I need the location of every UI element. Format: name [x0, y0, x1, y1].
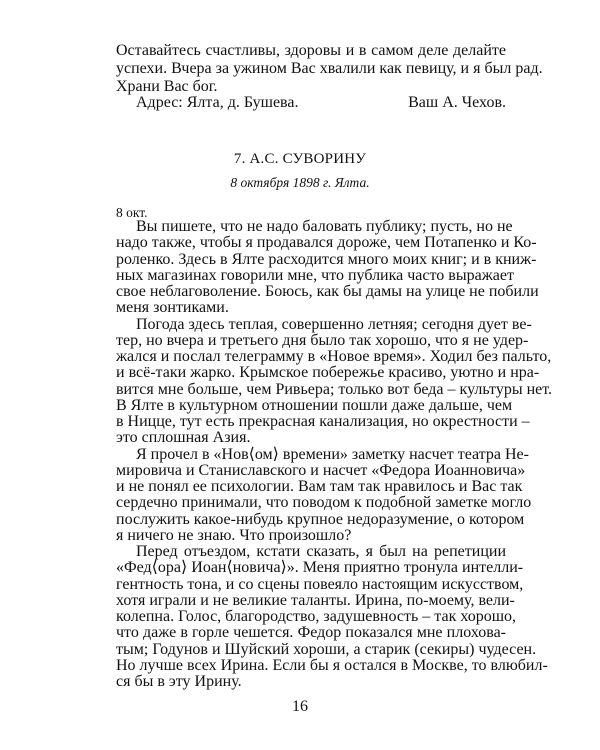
body-line: хотя играли и не великие таланты. Ирина, по-моему, вели- [116, 591, 515, 609]
body-line: ных магазинах говорили мне, что публика часто выражает [116, 266, 514, 284]
body-line: что даже в горле чешется. Федор показался мне плохова- [116, 624, 506, 642]
body-line: свое неблаговоление. Боюсь, как бы дамы на улице не побили [116, 283, 539, 300]
top-text-line: Храни Вас бог. [116, 78, 218, 95]
body-line: ся бы в эту Ирину. [116, 673, 242, 690]
short-date: 8 окт. [116, 205, 148, 220]
body-line: Вы пишете, что не надо баловать публику; пусть, но не [136, 218, 513, 235]
body-line: Но лучше всех Ирина. Если бы я остался в Москве, то влюбил- [116, 656, 548, 674]
address-line: Адрес: Ялта, д. Бушева. [136, 94, 299, 111]
body-line: я ничего не знаю. Что произошло? [116, 526, 352, 544]
body-line: в Ницце, тут есть прекрасная канализация, но окрестности – [116, 413, 530, 430]
body-line: тер, но вчера и третьего дня было так хорошо, что я не удер- [116, 331, 529, 349]
page-number: 16 [292, 698, 308, 715]
body-line: послужить какое-нибудь крупное недоразумение, о котором [116, 510, 525, 528]
body-line: В Ялте в культурном отношении пошли даже дальше, чем [116, 396, 513, 414]
letter-dateline: 8 октября 1898 г. Ялта. [230, 175, 370, 190]
body-line: роленко. Здесь в Ялте расходится много моих книг; и в книж- [116, 250, 537, 268]
letter-heading: 7. А.С. СУВОРИНУ [233, 151, 367, 167]
body-line: и всё-таки жарко. Крымское побережье красиво, уютно и нра- [116, 364, 540, 382]
body-line: это сплошная Азия. [116, 429, 251, 447]
body-line: и не понял ее психологии. Вам там так нравилось и Вас так [116, 478, 523, 495]
body-line: сердечно принимали, что поводом к подобной заметке могло [116, 494, 532, 512]
top-text-line: Оставайтесь счастливы, здоровы и в самом деле делайте [116, 42, 506, 59]
body-line: Погода здесь теплая, совершенно летняя; сегодня дует ве- [136, 315, 532, 333]
body-line: Я прочел в «Нов⟨ом⟩ времени» заметку насчет театра Не- [136, 445, 529, 463]
body-line: колепна. Голос, благородство, задушевность – так хорошо, [116, 608, 517, 625]
body-line: жался и послал телеграмму в «Новое время». Ходил без пальто, [116, 348, 552, 365]
body-line: гентность тона, и со сцены повеяло настоящим искусством, [116, 575, 524, 593]
body-line: мировича и Станиславского и насчет «Федора Иоанновича» [116, 461, 526, 479]
signature: Ваш А. Чехов. [408, 94, 506, 111]
body-line: вится мне больше, чем Ривьера; только вот беда – культуры нет. [116, 380, 553, 398]
body-line: надо также, чтобы я продавался дороже, чем Потапенко и Ко- [116, 234, 537, 252]
body-line: Перед отъездом, кстати сказать, я был на репетиции [136, 543, 506, 560]
body-line: тым; Годунов и Шуйский хороши, а старик (секиры) чудесен. [116, 640, 537, 658]
top-text-line: успехи. Вчера за ужином Вас хвалили как певицу, и я был рад. [116, 60, 543, 77]
body-line: меня зонтиками. [116, 299, 229, 317]
body-line: «Фед⟨ора⟩ Иоан⟨новича⟩». Меня приятно тронула интелли- [116, 559, 524, 577]
